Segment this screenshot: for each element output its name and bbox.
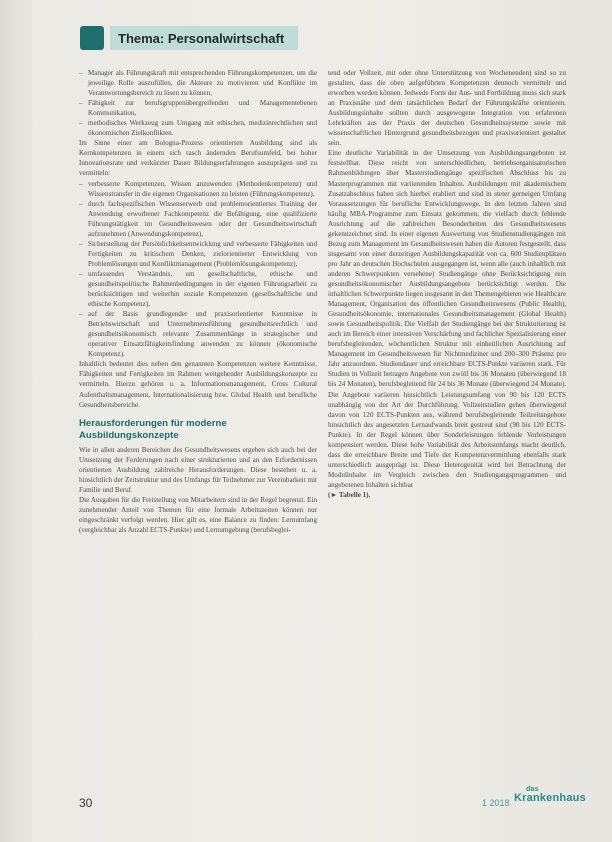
paragraph: tend oder Vollzeit, mit oder ohne Unterstützung von Wochenenden) sind so zu gestalten, dass die oben aufgeführten Kompetenzen dennoch vermittelt und erworben werden können. Jedwede Form der Aus- und Fortbildung muss sich stark an Praxisnähe und dem tatsächlichen Bedarf der Führungskräfte orientieren. Ausbildungsinhalte sollten durch ausgewogene Integration von erfahrenen Lehrkräften aus der Praxis der deutschen Gesundheitssysteme sowie mit wissenschaftlichen Hintergrund gesundheitsbezogen und praxisorientiert gestaltet sein. (328, 69, 566, 148)
paragraph: Im Sinne einer am Bologna-Prozess orientierten Ausbildung sind als Kernkompetenzen in einem sich rasch ändernden Berufsumfeld, bei hoher Innovationsrate und verkürzter Dauer Bildungserfahrungen auszuprägen und zu vermitteln: (79, 139, 317, 178)
table-reference[interactable]: (► Tabelle 1). (328, 490, 371, 499)
list-item: – umfassendes Verständnis, um gesellschaftliche, ethische und gesundheitspolitische Rahmenbedingungen in der eigenen Führungsarbeit zu berücksichtigen und weiterhin soziale Kompetenzen (gesellschaftliche und ethische Kompetenz), (79, 269, 317, 309)
header-color-block (80, 26, 104, 50)
left-column (79, 68, 317, 535)
list-item: – methodisches Werkzeug zum Umgang mit ethischen, medizinrechtlichen und ökonomischen Zielkonflikten. (79, 118, 317, 138)
magazine-logo (514, 786, 586, 804)
paragraph: Inhaltlich bedeutet dies neben den genannten Kompetenzen weitere Kenntnisse, Fähigkeiten und Fertigkeiten im Rahmen weitgehender Ausbildungskonzepte zu vermitteln. Hierzu gehören u. a. Informationsmanagement, Cross Cultural Aufenthaltsmanagement, Internationalisierung bzw. Global Health und berufliche Gesundheitsbereiche. (79, 360, 317, 409)
logo-text: Krankenhaus (514, 792, 586, 804)
subheading: Herausforderungen für moderne Ausbildungskonzepte (79, 417, 227, 441)
section-title: Thema: Personalwirtschaft (110, 26, 298, 50)
page-number: 30 (79, 796, 93, 810)
list-item: – auf der Basis grundlegender und praxisorientierter Kenntnisse in Betriebswirtschaft und Unternehmensführung gesundheitsrechtlich und gesundheitsökonomisch relevante Zusammenhänge in strategischer und operativer Einsatzfähigkeitsfindung anwenden zu können (ökonomische Kompetenz). (79, 309, 317, 359)
competence-list-2 (79, 179, 317, 360)
page-footer (0, 786, 612, 816)
section-header (80, 25, 298, 51)
list-item: – durch fachspezifischen Wissenserwerb und problemorientiertes Training der Anwendung erworbener Fachkompetenz die Befähigung, eine qualifizierte Führungstätigkeit im Gesundheitswesen oder der Gesundheitswirtschaft aufzunehmen (Anwendungskompetenz), (79, 199, 317, 239)
list-item: – Fähigkeit zur berufsgruppenübergreifenden und Managementebenen Kommunikation, (79, 98, 317, 118)
right-column (328, 68, 566, 500)
list-item: – verbesserte Kompetenzen, Wissen anzuwenden (Methodenkompetenz) und Wissenstransfer in die eigenen Organisationen zu leisten (Führungskompetenz), (79, 179, 317, 199)
paragraph: Wie in allen anderen Bereichen des Gesundheitswesens ergeben sich auch bei der Umsetzung der Forderungen nach einer strukturierten und an den Erfordernissen orientierten Ausbildung zahlreiche Herausforderungen. Diese bestehen u. a. hinsichtlich der Zeitstruktur und des Umfangs für Teilnehmer zur Vereinbarkeit mit Familie und Beruf. (79, 445, 317, 494)
issue-number: 1 2018 (482, 798, 510, 808)
list-item: – Sicherstellung der Persönlichkeitsentwicklung und verbesserte Fähigkeiten und Fertigkeiten zu kritischem Denken, zielorientierter Entwicklung von Problemlösungen und Konfliktmanagement (Problemlösungskompetenz), (79, 239, 317, 269)
competence-list-1 (79, 68, 317, 138)
list-item: – Manager als Führungskraft mit entsprechenden Führungskompetenzen, um die jeweilige Rolle auszufüllen, die Akteure zu motivieren und Konflikte im Verantwortungsbereich zu lösen zu können, (79, 68, 317, 98)
logo-mark: das (526, 786, 539, 793)
paragraph: Die Ausgaben für die Freistellung von Mitarbeitern sind in der Regel begrenzt. Ein zunehmender Anteil von Themen für eine formale Arbeitszeiten können nur eingeschränkt verfolgt werden. Hier gilt es, eine Balance zu finden: Lernumfang (vergleichbar als Anzahl ECTS-Punkte) und Lernumgebung (berufsbeglei- (79, 495, 317, 534)
paragraph: Eine deutliche Variabilität in der Umsetzung von Ausbildungsangeboten ist feststellbar. Diese reicht von unterschiedlichen, betriebsorganisatorischen Rahmenbildungen über Masterstudiengänge spezifischen Abschluss bis zu Masterprogrammen mit variierenden Inhalten. Ausbildungen mit akademischem Zusatzabschluss haben sich hierbei etabliert und sind in steter gerneigen Umfang Voraussetzungen für berufliche Entwicklungswege. In den letzten Jahren sind häufig MBA-Programme zum Einsatz gekommen, die vielfach durch fehlende Ausrichtung auf die zahlreichen Besonderheiten des Gesundheitswesens gekennzeichnet sind. In einer eigenen Auswertung von Studienstudiengängen mit Bezug zum Management im Gesundheitswesen haben die Autoren festgestellt, dass insgesamt von einer derzeitigen Ausbildungskapazität von ca. 600 Studienplätzen pro Jahr an deutschen Hochschulen ausgegangen ist, wenn alle (auch inhaltlich mit anderen Schwerpunkten versehene) Studiengänge ohne Berücksichtigung rein gesundheitsökonomischer Ausbildungsangebote berücksichtigt werden. Die inhaltlichen Schwerpunkte liegen insgesamt in den Themengebieten wie Healthcare Management, Organisation des öffentlichen Gesundheitswesens (Public Health), Gesundheitsökonomie, internationales Gesundheitsmanagement (Global Health) sowie Gesundheitspolitik. Die Vielfalt der Studiengänge bei der Strukturierung ist auch im Bereich einer intensiven Verschärfung und fachlicher Spezialisierung einer berufsbegleitenden, wöchentlichen Struktur mit einheitlichen Ausrichtung auf Management im Gesundheitswesen für Nichtmediziner und 200–300 Präsenz pro Jahr anzuordnen. Studiendauer und erreichbare ECTS-Punkte variieren stark. Für Studien in Vollzeit betragen Angebote von zwölf bis 36 Monaten (überwiegend 18 bis 24 Monaten), berufsbegleitend für 24 bis 36 Monate (überwiegend 24 Monate). Die Angebote variieren hinsichtlich Leistungsumfang von 90 bis 120 ECTS unabhängig von der Art der Durchführung. Vollzeitstudien gehen überwiegend davon von 120 ECTS-Punkten aus, während berufsbegleitende Teilzeitangebote hinsichtlich des angesetzten Lernaufwands breit gestreut sind (90 bis 120 ECTS-Punkte). In der Regel können über Sonderleistungen fehlende Vorleistungen kompensiert werden. Diese hohe Variabilität des Arbeitsumfangs macht deutlich, dass die erreichbare Breite und Tiefe der Kompetenzvermittlung ebenfalls stark unterschiedlich ausgeprägt ist. Diese Heterogenität wird bei Betrachtung der Modulinhalte im Vergleich zwischen den Studiengangsprogrammen und angebotenen Inhalten sichtbar (328, 149, 566, 489)
